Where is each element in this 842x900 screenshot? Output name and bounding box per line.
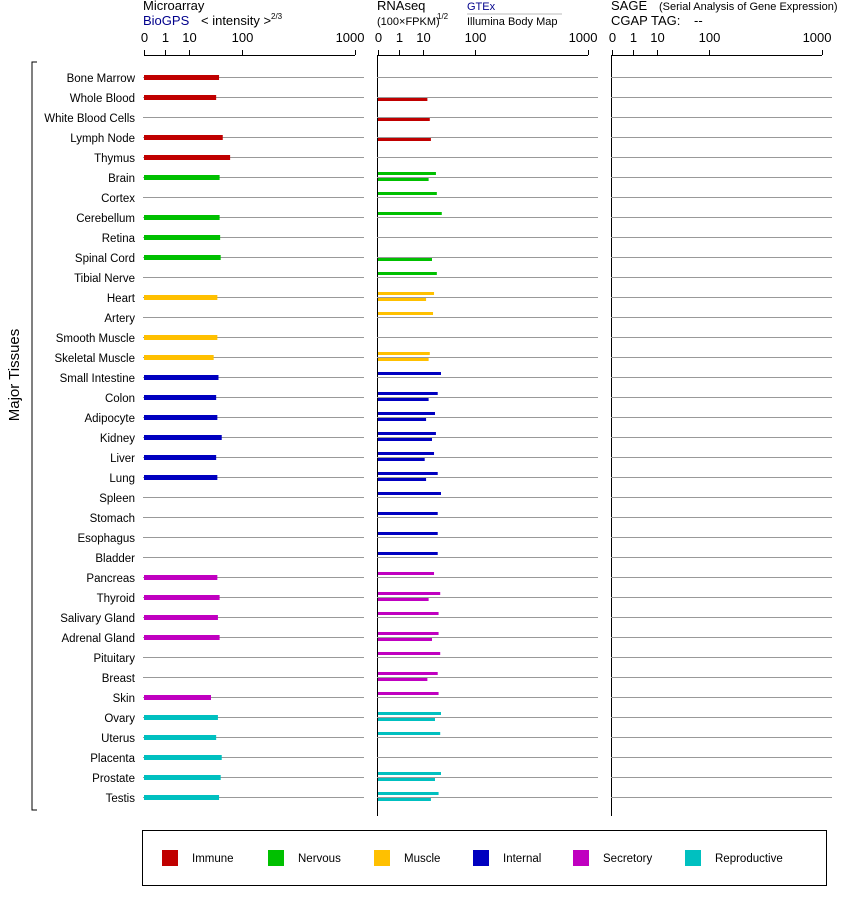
- bar-illumina-body-map-ovary[interactable]: [378, 718, 435, 721]
- bar-gtex-thyroid[interactable]: [378, 592, 440, 595]
- bar-biogps-skeletal-muscle[interactable]: [144, 355, 214, 360]
- intensity-unit-label: < intensity >: [201, 13, 272, 28]
- bar-illumina-body-map-whole-blood[interactable]: [378, 98, 427, 101]
- panel-microarray: [141, 30, 365, 816]
- tissue-label: Brain: [108, 173, 135, 185]
- intensity-superscript: 2/3: [271, 12, 283, 21]
- cgap-tag-value: --: [694, 13, 703, 28]
- legend-swatch: [473, 850, 489, 866]
- legend-swatch: [268, 850, 284, 866]
- bar-gtex-prostate[interactable]: [378, 772, 441, 775]
- bar-gtex-pituitary[interactable]: [378, 652, 440, 655]
- tissue-label: Adrenal Gland: [61, 633, 135, 645]
- panel-sage: [609, 30, 832, 816]
- tissue-label: Cortex: [101, 193, 135, 205]
- bar-gtex-bladder[interactable]: [378, 552, 438, 555]
- tissue-label: Uterus: [101, 733, 135, 745]
- sage-subtitle: (Serial Analysis of Gene Expression): [659, 1, 838, 13]
- bar-gtex-colon[interactable]: [378, 392, 438, 395]
- tissue-label: Bladder: [95, 553, 135, 565]
- tissue-label: Skin: [112, 693, 135, 705]
- x-tick-label: 0: [140, 30, 149, 45]
- bar-biogps-kidney[interactable]: [144, 435, 222, 440]
- bar-gtex-tibial-nerve[interactable]: [378, 272, 437, 275]
- tissue-label: Thyroid: [96, 593, 135, 605]
- bar-gtex-testis[interactable]: [378, 792, 439, 795]
- bar-gtex-spleen[interactable]: [378, 492, 441, 495]
- x-tick-label: 10: [182, 30, 197, 45]
- tissue-label: Spleen: [99, 493, 135, 505]
- legend-item-immune: [162, 850, 234, 866]
- sage-header: [611, 0, 838, 28]
- x-tick-label: 0: [374, 30, 383, 45]
- tissue-label: Ovary: [104, 713, 135, 725]
- tissue-label: Colon: [104, 393, 135, 405]
- x-tick-label: 100: [231, 30, 254, 45]
- legend-label: Nervous: [298, 853, 341, 865]
- bar-biogps-adipocyte[interactable]: [144, 415, 217, 420]
- bar-gtex-kidney[interactable]: [378, 432, 436, 435]
- legend-swatch: [573, 850, 589, 866]
- x-tick-label: 1000: [335, 30, 365, 45]
- panel-rnaseq: [375, 30, 598, 816]
- bar-illumina-body-map-liver[interactable]: [378, 458, 425, 461]
- tissue-label: Testis: [105, 793, 135, 805]
- x-tick-label: 100: [464, 30, 487, 45]
- tissue-label: Heart: [106, 293, 135, 305]
- legend-label: Secretory: [603, 853, 653, 865]
- fpkm-superscript: 1/2: [437, 12, 449, 21]
- bar-biogps-ovary[interactable]: [144, 715, 218, 720]
- bar-biogps-skin[interactable]: [144, 695, 211, 700]
- x-tick-label: 1: [629, 30, 638, 45]
- bar-illumina-body-map-skeletal-muscle[interactable]: [378, 358, 429, 361]
- tissue-label: Prostate: [92, 773, 135, 785]
- bar-gtex-esophagus[interactable]: [378, 532, 438, 535]
- tissue-label: White Blood Cells: [44, 113, 135, 125]
- bar-biogps-thyroid[interactable]: [144, 595, 220, 600]
- fpkm-unit-label: (100×FPKM): [377, 16, 440, 28]
- bar-biogps-brain[interactable]: [144, 175, 220, 180]
- tissue-label: Kidney: [99, 433, 135, 445]
- bar-gtex-skeletal-muscle[interactable]: [378, 352, 430, 355]
- legend-swatch: [162, 850, 178, 866]
- tissue-label: Thymus: [94, 153, 135, 165]
- bar-illumina-body-map-prostate[interactable]: [378, 778, 435, 781]
- bar-biogps-cerebellum[interactable]: [144, 215, 220, 220]
- tissue-label: Bone Marrow: [66, 73, 135, 85]
- cgap-tag-label: CGAP TAG:: [611, 13, 681, 28]
- x-tick-label: 1: [161, 30, 170, 45]
- x-tick-label: 1: [395, 30, 404, 45]
- biogps-source-label[interactable]: BioGPS: [143, 13, 190, 28]
- tissue-label: Liver: [110, 453, 135, 465]
- microarray-header: [143, 0, 283, 28]
- bar-gtex-ovary[interactable]: [378, 712, 441, 715]
- tissue-label: Skeletal Muscle: [54, 353, 135, 365]
- tissue-label: Salivary Gland: [60, 613, 135, 625]
- bar-biogps-bone-marrow[interactable]: [144, 75, 219, 80]
- rnaseq-header: [377, 0, 562, 28]
- bar-illumina-body-map-white-blood-cells[interactable]: [378, 118, 430, 121]
- bar-illumina-body-map-testis[interactable]: [378, 798, 431, 801]
- legend-item-nervous: [268, 850, 341, 866]
- tissue-label: Lung: [109, 473, 135, 485]
- legend-label: Immune: [192, 853, 234, 865]
- tissue-label: Breast: [101, 673, 135, 685]
- tissue-label: Small Intestine: [59, 373, 135, 385]
- illumina-source-label: Illumina Body Map: [467, 16, 558, 28]
- x-tick-label: 10: [416, 30, 431, 45]
- bar-gtex-artery[interactable]: [378, 312, 433, 315]
- tissue-label: Placenta: [90, 753, 135, 765]
- bar-gtex-lung[interactable]: [378, 472, 438, 475]
- bar-biogps-thymus[interactable]: [144, 155, 230, 160]
- bar-illumina-body-map-thyroid[interactable]: [378, 598, 429, 601]
- bar-biogps-adrenal-gland[interactable]: [144, 635, 220, 640]
- legend-label: Reproductive: [715, 853, 783, 865]
- bar-illumina-body-map-adipocyte[interactable]: [378, 418, 426, 421]
- bar-gtex-heart[interactable]: [378, 292, 434, 295]
- bar-biogps-small-intestine[interactable]: [144, 375, 218, 380]
- bar-biogps-salivary-gland[interactable]: [144, 615, 218, 620]
- tissue-label: Lymph Node: [70, 133, 135, 145]
- microarray-title: Microarray: [143, 0, 205, 13]
- x-tick-label: 0: [608, 30, 617, 45]
- tissue-labels: [44, 73, 136, 805]
- tissue-label: Whole Blood: [69, 93, 135, 105]
- bar-gtex-cerebellum[interactable]: [378, 212, 442, 215]
- bar-biogps-pancreas[interactable]: [144, 575, 217, 580]
- bar-gtex-cortex[interactable]: [378, 192, 437, 195]
- bar-illumina-body-map-spinal-cord[interactable]: [378, 258, 432, 261]
- gtex-source-label[interactable]: GTEx: [467, 1, 496, 13]
- tissue-label: Pancreas: [86, 573, 135, 585]
- bar-gtex-liver[interactable]: [378, 452, 434, 455]
- tissue-bracket: [32, 62, 37, 810]
- tissue-label: Esophagus: [77, 533, 135, 545]
- rnaseq-title: RNAseq: [377, 0, 426, 13]
- legend-label: Internal: [503, 853, 542, 865]
- tissue-label: Tibial Nerve: [74, 273, 135, 285]
- legend-item-secretory: [573, 850, 652, 866]
- bar-biogps-uterus[interactable]: [144, 735, 216, 740]
- legend: [143, 831, 827, 886]
- bar-biogps-retina[interactable]: [144, 235, 220, 240]
- bar-gtex-brain[interactable]: [378, 172, 436, 175]
- panels: [141, 30, 832, 816]
- bar-gtex-adipocyte[interactable]: [378, 412, 435, 415]
- tissue-label: Pituitary: [93, 653, 135, 665]
- bar-biogps-testis[interactable]: [144, 795, 219, 800]
- bar-biogps-heart[interactable]: [144, 295, 217, 300]
- bar-illumina-body-map-heart[interactable]: [378, 298, 426, 301]
- bar-illumina-body-map-brain[interactable]: [378, 178, 429, 181]
- bar-biogps-whole-blood[interactable]: [144, 95, 216, 100]
- bar-gtex-salivary-gland[interactable]: [378, 612, 439, 615]
- bar-illumina-body-map-adrenal-gland[interactable]: [378, 638, 432, 641]
- bar-gtex-skin[interactable]: [378, 692, 439, 695]
- bar-gtex-stomach[interactable]: [378, 512, 438, 515]
- tissue-label: Adipocyte: [84, 413, 135, 425]
- bar-gtex-small-intestine[interactable]: [378, 372, 441, 375]
- bar-illumina-body-map-lymph-node[interactable]: [378, 138, 431, 141]
- bar-illumina-body-map-colon[interactable]: [378, 398, 429, 401]
- tissue-label: Spinal Cord: [74, 253, 135, 265]
- tissue-label: Stomach: [89, 513, 135, 525]
- bar-biogps-placenta[interactable]: [144, 755, 222, 760]
- x-tick-label: 1000: [802, 30, 832, 45]
- bar-biogps-prostate[interactable]: [144, 775, 221, 780]
- x-tick-label: 100: [698, 30, 721, 45]
- bar-biogps-lung[interactable]: [144, 475, 217, 480]
- legend-label: Muscle: [404, 853, 441, 865]
- bar-gtex-uterus[interactable]: [378, 732, 440, 735]
- legend-item-muscle: [374, 850, 440, 866]
- bar-gtex-adrenal-gland[interactable]: [378, 632, 439, 635]
- legend-swatch: [374, 850, 390, 866]
- sage-title: SAGE: [611, 0, 648, 13]
- legend-swatch: [685, 850, 701, 866]
- bar-biogps-spinal-cord[interactable]: [144, 255, 221, 260]
- bar-biogps-smooth-muscle[interactable]: [144, 335, 217, 340]
- bar-biogps-lymph-node[interactable]: [144, 135, 223, 140]
- bar-illumina-body-map-lung[interactable]: [378, 478, 426, 481]
- bar-gtex-breast[interactable]: [378, 672, 438, 675]
- tissue-label: Artery: [104, 313, 135, 325]
- tissue-label: Retina: [101, 233, 135, 245]
- legend-item-reproductive: [685, 850, 783, 866]
- legend-item-internal: [473, 850, 541, 866]
- x-tick-label: 10: [650, 30, 665, 45]
- tissue-label: Smooth Muscle: [55, 333, 135, 345]
- bar-biogps-liver[interactable]: [144, 455, 216, 460]
- bar-illumina-body-map-kidney[interactable]: [378, 438, 432, 441]
- x-tick-label: 1000: [568, 30, 598, 45]
- bar-gtex-pancreas[interactable]: [378, 572, 434, 575]
- tissue-label: Cerebellum: [76, 213, 135, 225]
- bar-biogps-colon[interactable]: [144, 395, 216, 400]
- y-axis-label: Major Tissues: [6, 328, 23, 422]
- bar-illumina-body-map-breast[interactable]: [378, 678, 427, 681]
- y-axis: [6, 62, 37, 810]
